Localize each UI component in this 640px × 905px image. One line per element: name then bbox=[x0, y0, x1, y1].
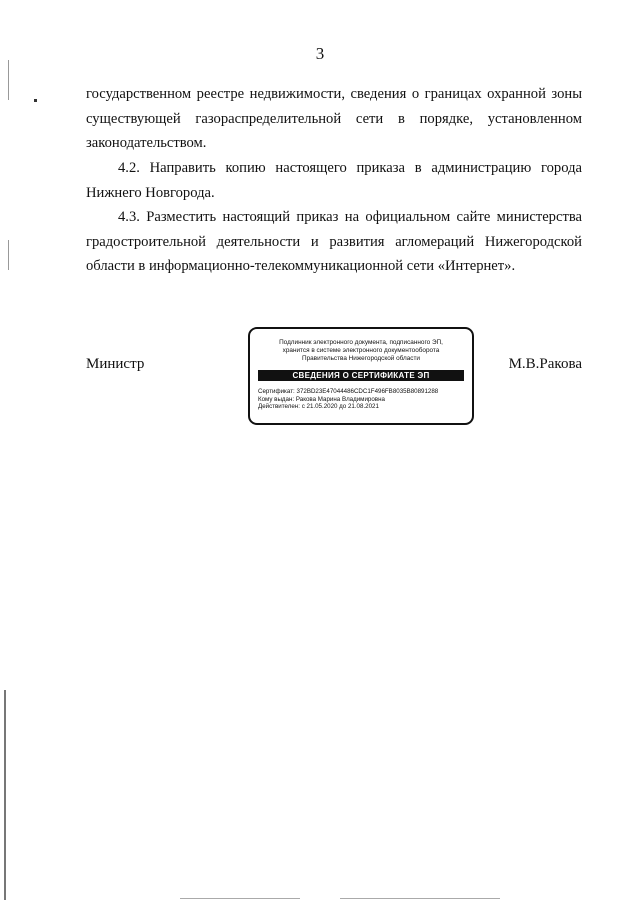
stamp-details bbox=[258, 388, 472, 411]
signer-name: М.В.Ракова bbox=[508, 356, 582, 372]
issued-to-label: Кому выдан: bbox=[258, 395, 295, 403]
stamp-header-line: хранится в системе электронного документооборота bbox=[282, 347, 440, 354]
text-line: существующей газораспределительной сети в порядке, установленном bbox=[86, 110, 582, 127]
paragraph-4-2 bbox=[86, 156, 582, 205]
page-number: 3 bbox=[315, 44, 325, 63]
validity-value: с 21.05.2020 до 21.08.2021 bbox=[301, 403, 379, 411]
scan-mark bbox=[8, 240, 9, 270]
validity-row bbox=[258, 403, 472, 411]
stamp-header-line: Правительства Нижегородской области bbox=[301, 355, 421, 362]
text-line: 4.3. Разместить настоящий приказ на официальном сайте министерства bbox=[118, 209, 582, 225]
text-line: области в информационно-телекоммуникационной сети «Интернет». bbox=[86, 258, 516, 275]
paragraph-registry bbox=[86, 82, 582, 156]
text-line: Нижнего Новгорода. bbox=[86, 184, 215, 201]
text-line: законодательством. bbox=[86, 135, 207, 152]
certificate-value: 372BD23E47044486CDC1F496FB8035B80891288 bbox=[296, 388, 439, 395]
stamp-header bbox=[250, 339, 472, 363]
e-signature-stamp bbox=[248, 327, 474, 425]
stamp-header-line: Подлинник электронного документа, подписанного ЭП, bbox=[279, 339, 443, 346]
scan-mark bbox=[8, 60, 9, 100]
scan-mark bbox=[340, 898, 500, 899]
text-line: 4.2. Направить копию настоящего приказа в администрацию города bbox=[118, 160, 582, 176]
issued-to-row bbox=[258, 396, 472, 404]
stamp-title-bar: СВЕДЕНИЯ О СЕРТИФИКАТЕ ЭП bbox=[258, 370, 464, 381]
issued-to-value: Ракова Марина Владимировна bbox=[295, 395, 385, 403]
certificate-label: Сертификат: bbox=[258, 388, 295, 395]
scan-mark bbox=[34, 99, 37, 102]
text-line: государственном реестре недвижимости, сведения о границах охранной зоны bbox=[86, 86, 582, 102]
text-line: градостроительной деятельности и развития агломераций Нижегородской bbox=[86, 233, 582, 250]
signer-title: Министр bbox=[86, 356, 145, 372]
certificate-row bbox=[258, 388, 472, 396]
scan-mark bbox=[180, 898, 300, 899]
paragraph-4-3 bbox=[86, 205, 582, 279]
validity-label: Действителен: bbox=[258, 403, 300, 411]
scan-mark bbox=[4, 690, 6, 900]
